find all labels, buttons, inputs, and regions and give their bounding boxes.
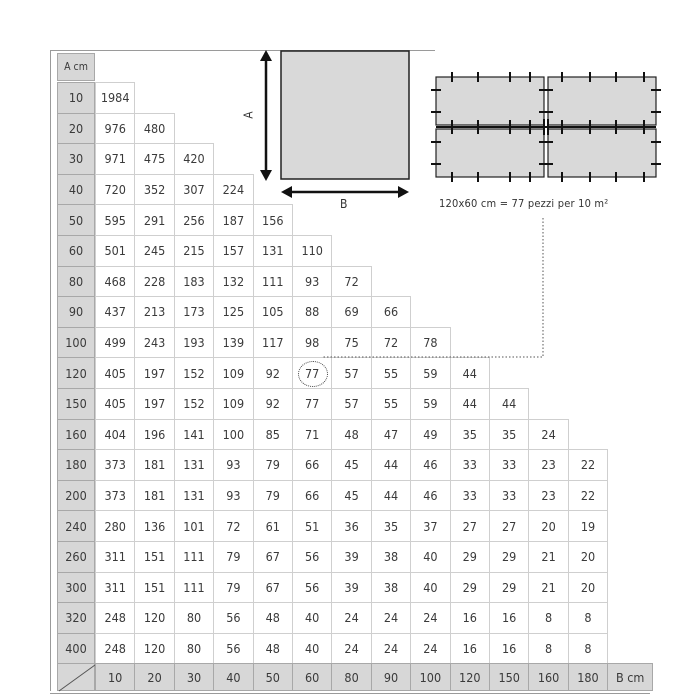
table-cell: 475 bbox=[134, 143, 174, 175]
table-cell: 21 bbox=[528, 541, 568, 573]
table-cell: 24 bbox=[371, 602, 411, 634]
table-cell: 248 bbox=[95, 633, 135, 665]
dimension-a-label: A bbox=[241, 111, 256, 119]
table-cell: 35 bbox=[371, 510, 411, 542]
row-header: 150 bbox=[57, 388, 95, 420]
table-cell: 44 bbox=[450, 388, 490, 420]
table-cell: 20 bbox=[568, 541, 608, 573]
table-cell: 125 bbox=[213, 296, 253, 328]
table-cell: 183 bbox=[174, 266, 214, 298]
table-cell: 152 bbox=[174, 357, 214, 389]
table-cell: 8 bbox=[568, 602, 608, 634]
table-cell: 40 bbox=[292, 602, 332, 634]
table-cell: 110 bbox=[292, 235, 332, 267]
row-header: 10 bbox=[57, 82, 95, 114]
highlight-circle bbox=[298, 361, 328, 387]
table-cell: 111 bbox=[253, 266, 293, 298]
tile-square bbox=[281, 51, 409, 179]
row-header: 50 bbox=[57, 204, 95, 236]
table-cell: 24 bbox=[331, 602, 371, 634]
table-cell: 23 bbox=[528, 449, 568, 481]
column-header: 60 bbox=[292, 663, 332, 691]
table-cell: 66 bbox=[292, 449, 332, 481]
table-cell: 80 bbox=[174, 602, 214, 634]
table-cell: 44 bbox=[450, 357, 490, 389]
table-cell: 720 bbox=[95, 174, 135, 206]
row-header: 300 bbox=[57, 572, 95, 604]
table-cell: 157 bbox=[213, 235, 253, 267]
table-cell: 48 bbox=[331, 419, 371, 451]
table-cell: 39 bbox=[331, 541, 371, 573]
table-cell: 56 bbox=[292, 572, 332, 604]
tile-layout-diagram bbox=[431, 72, 661, 182]
row-header: 200 bbox=[57, 480, 95, 512]
table-cell: 131 bbox=[174, 449, 214, 481]
table-cell: 33 bbox=[450, 449, 490, 481]
table-cell: 20 bbox=[528, 510, 568, 542]
table-cell: 59 bbox=[410, 388, 450, 420]
table-cell: 24 bbox=[410, 633, 450, 665]
table-cell: 92 bbox=[253, 357, 293, 389]
table-cell: 8 bbox=[568, 633, 608, 665]
table-cell: 197 bbox=[134, 388, 174, 420]
table-cell: 56 bbox=[292, 541, 332, 573]
table-cell: 33 bbox=[489, 480, 529, 512]
table-cell: 27 bbox=[489, 510, 529, 542]
row-header: 20 bbox=[57, 113, 95, 145]
table-cell: 8 bbox=[528, 602, 568, 634]
corner-a-label: A cm bbox=[57, 53, 95, 81]
table-cell: 256 bbox=[174, 204, 214, 236]
table-cell: 77 bbox=[292, 388, 332, 420]
table-cell: 38 bbox=[371, 541, 411, 573]
row-header: 40 bbox=[57, 174, 95, 206]
row-header: 120 bbox=[57, 357, 95, 389]
table-cell: 976 bbox=[95, 113, 135, 145]
table-cell: 39 bbox=[331, 572, 371, 604]
table-cell: 141 bbox=[174, 419, 214, 451]
table-cell: 499 bbox=[95, 327, 135, 359]
table-cell: 213 bbox=[134, 296, 174, 328]
table-cell: 16 bbox=[450, 602, 490, 634]
table-cell: 44 bbox=[489, 388, 529, 420]
table-cell: 215 bbox=[174, 235, 214, 267]
dimension-a-arrow bbox=[260, 50, 272, 181]
table-cell: 49 bbox=[410, 419, 450, 451]
table-cell: 88 bbox=[292, 296, 332, 328]
table-cell: 245 bbox=[134, 235, 174, 267]
column-header: 20 bbox=[134, 663, 174, 691]
table-cell: 40 bbox=[410, 572, 450, 604]
row-header: 260 bbox=[57, 541, 95, 573]
table-cell: 33 bbox=[450, 480, 490, 512]
table-cell: 93 bbox=[213, 449, 253, 481]
table-cell: 480 bbox=[134, 113, 174, 145]
table-cell: 307 bbox=[174, 174, 214, 206]
table-cell: 55 bbox=[371, 357, 411, 389]
column-header: 30 bbox=[174, 663, 214, 691]
table-cell: 132 bbox=[213, 266, 253, 298]
table-cell: 468 bbox=[95, 266, 135, 298]
table-cell: 420 bbox=[174, 143, 214, 175]
row-header: 60 bbox=[57, 235, 95, 267]
table-cell: 311 bbox=[95, 541, 135, 573]
table-cell: 373 bbox=[95, 480, 135, 512]
table-cell: 72 bbox=[371, 327, 411, 359]
table-cell: 44 bbox=[371, 480, 411, 512]
table-cell: 8 bbox=[528, 633, 568, 665]
table-cell: 35 bbox=[489, 419, 529, 451]
column-header: 40 bbox=[213, 663, 253, 691]
table-cell: 16 bbox=[489, 602, 529, 634]
table-cell: 61 bbox=[253, 510, 293, 542]
table-cell: 111 bbox=[174, 541, 214, 573]
column-header: 160 bbox=[528, 663, 568, 691]
table-cell: 66 bbox=[292, 480, 332, 512]
table-cell: 181 bbox=[134, 449, 174, 481]
table-cell: 405 bbox=[95, 388, 135, 420]
column-header: 10 bbox=[95, 663, 135, 691]
row-header: 320 bbox=[57, 602, 95, 634]
table-cell: 595 bbox=[95, 204, 135, 236]
table-cell: 22 bbox=[568, 449, 608, 481]
table-cell: 51 bbox=[292, 510, 332, 542]
table-cell: 228 bbox=[134, 266, 174, 298]
table-cell: 46 bbox=[410, 480, 450, 512]
table-cell: 405 bbox=[95, 357, 135, 389]
table-cell: 47 bbox=[371, 419, 411, 451]
table-cell: 35 bbox=[450, 419, 490, 451]
table-cell: 131 bbox=[253, 235, 293, 267]
table-cell: 22 bbox=[568, 480, 608, 512]
dimension-b-label: B bbox=[340, 197, 348, 211]
table-cell: 67 bbox=[253, 572, 293, 604]
table-cell: 37 bbox=[410, 510, 450, 542]
table-cell: 75 bbox=[331, 327, 371, 359]
table-cell: 77 bbox=[292, 357, 332, 389]
table-cell: 29 bbox=[450, 541, 490, 573]
column-header: 50 bbox=[253, 663, 293, 691]
table-cell: 80 bbox=[174, 633, 214, 665]
table-cell: 33 bbox=[489, 449, 529, 481]
row-header: 400 bbox=[57, 633, 95, 665]
table-cell: 55 bbox=[371, 388, 411, 420]
table-cell: 156 bbox=[253, 204, 293, 236]
table-cell: 136 bbox=[134, 510, 174, 542]
table-cell: 93 bbox=[213, 480, 253, 512]
table-cell: 29 bbox=[489, 572, 529, 604]
table-cell: 111 bbox=[174, 572, 214, 604]
table-cell: 280 bbox=[95, 510, 135, 542]
table-cell: 373 bbox=[95, 449, 135, 481]
tile-caption: 120x60 cm = 77 pezzi per 10 m² bbox=[439, 197, 609, 210]
table-cell: 45 bbox=[331, 480, 371, 512]
table-cell: 291 bbox=[134, 204, 174, 236]
table-cell: 501 bbox=[95, 235, 135, 267]
table-cell: 16 bbox=[450, 633, 490, 665]
row-header: 180 bbox=[57, 449, 95, 481]
frame-line-top bbox=[50, 50, 435, 51]
table-cell: 79 bbox=[253, 480, 293, 512]
table-cell: 85 bbox=[253, 419, 293, 451]
table-cell: 120 bbox=[134, 602, 174, 634]
table-cell: 120 bbox=[134, 633, 174, 665]
table-cell: 196 bbox=[134, 419, 174, 451]
table-cell: 79 bbox=[213, 541, 253, 573]
corner-b-label: B cm bbox=[607, 663, 653, 691]
table-cell: 173 bbox=[174, 296, 214, 328]
table-cell: 117 bbox=[253, 327, 293, 359]
table-cell: 29 bbox=[489, 541, 529, 573]
table-cell: 71 bbox=[292, 419, 332, 451]
table-cell: 79 bbox=[253, 449, 293, 481]
table-cell: 193 bbox=[174, 327, 214, 359]
row-header: 100 bbox=[57, 327, 95, 359]
table-cell: 139 bbox=[213, 327, 253, 359]
table-cell: 36 bbox=[331, 510, 371, 542]
corner-diagonal bbox=[57, 663, 95, 691]
column-header: 150 bbox=[489, 663, 529, 691]
table-cell: 352 bbox=[134, 174, 174, 206]
table-cell: 24 bbox=[528, 419, 568, 451]
table-cell: 48 bbox=[253, 633, 293, 665]
table-cell: 57 bbox=[331, 357, 371, 389]
table-cell: 27 bbox=[450, 510, 490, 542]
table-cell: 23 bbox=[528, 480, 568, 512]
table-cell: 181 bbox=[134, 480, 174, 512]
table-cell: 971 bbox=[95, 143, 135, 175]
table-cell: 101 bbox=[174, 510, 214, 542]
table-cell: 151 bbox=[134, 541, 174, 573]
row-header: 160 bbox=[57, 419, 95, 451]
column-header: 90 bbox=[371, 663, 411, 691]
table-cell: 437 bbox=[95, 296, 135, 328]
table-cell: 98 bbox=[292, 327, 332, 359]
column-header: 120 bbox=[450, 663, 490, 691]
row-header: 240 bbox=[57, 510, 95, 542]
table-cell: 44 bbox=[371, 449, 411, 481]
table-cell: 197 bbox=[134, 357, 174, 389]
table-cell: 67 bbox=[253, 541, 293, 573]
table-cell: 79 bbox=[213, 572, 253, 604]
table-cell: 131 bbox=[174, 480, 214, 512]
table-cell: 24 bbox=[331, 633, 371, 665]
table-cell: 24 bbox=[371, 633, 411, 665]
table-cell: 404 bbox=[95, 419, 135, 451]
table-cell: 45 bbox=[331, 449, 371, 481]
table-cell: 66 bbox=[371, 296, 411, 328]
frame-line-left bbox=[50, 50, 51, 691]
table-cell: 92 bbox=[253, 388, 293, 420]
table-cell: 16 bbox=[489, 633, 529, 665]
table-cell: 105 bbox=[253, 296, 293, 328]
table-cell: 151 bbox=[134, 572, 174, 604]
table-cell: 72 bbox=[331, 266, 371, 298]
table-cell: 187 bbox=[213, 204, 253, 236]
table-cell: 243 bbox=[134, 327, 174, 359]
table-cell: 93 bbox=[292, 266, 332, 298]
table-cell: 56 bbox=[213, 633, 253, 665]
table-cell: 100 bbox=[213, 419, 253, 451]
table-cell: 21 bbox=[528, 572, 568, 604]
table-cell: 69 bbox=[331, 296, 371, 328]
table-cell: 78 bbox=[410, 327, 450, 359]
table-cell: 224 bbox=[213, 174, 253, 206]
table-cell: 38 bbox=[371, 572, 411, 604]
table-cell: 109 bbox=[213, 357, 253, 389]
table-cell: 20 bbox=[568, 572, 608, 604]
table-cell: 19 bbox=[568, 510, 608, 542]
column-header: 80 bbox=[331, 663, 371, 691]
table-cell: 248 bbox=[95, 602, 135, 634]
row-header: 30 bbox=[57, 143, 95, 175]
row-header: 90 bbox=[57, 296, 95, 328]
table-cell: 57 bbox=[331, 388, 371, 420]
table-cell: 72 bbox=[213, 510, 253, 542]
table-cell: 311 bbox=[95, 572, 135, 604]
table-cell: 40 bbox=[410, 541, 450, 573]
table-cell: 40 bbox=[292, 633, 332, 665]
table-cell: 152 bbox=[174, 388, 214, 420]
column-header: 100 bbox=[410, 663, 450, 691]
table-cell: 59 bbox=[410, 357, 450, 389]
table-cell: 1984 bbox=[95, 82, 135, 114]
table-cell: 24 bbox=[410, 602, 450, 634]
table-cell: 109 bbox=[213, 388, 253, 420]
table-cell: 56 bbox=[213, 602, 253, 634]
table-cell: 48 bbox=[253, 602, 293, 634]
frame-line-bottom bbox=[50, 693, 650, 694]
table-cell: 29 bbox=[450, 572, 490, 604]
table-cell: 46 bbox=[410, 449, 450, 481]
column-header: 180 bbox=[568, 663, 608, 691]
row-header: 80 bbox=[57, 266, 95, 298]
